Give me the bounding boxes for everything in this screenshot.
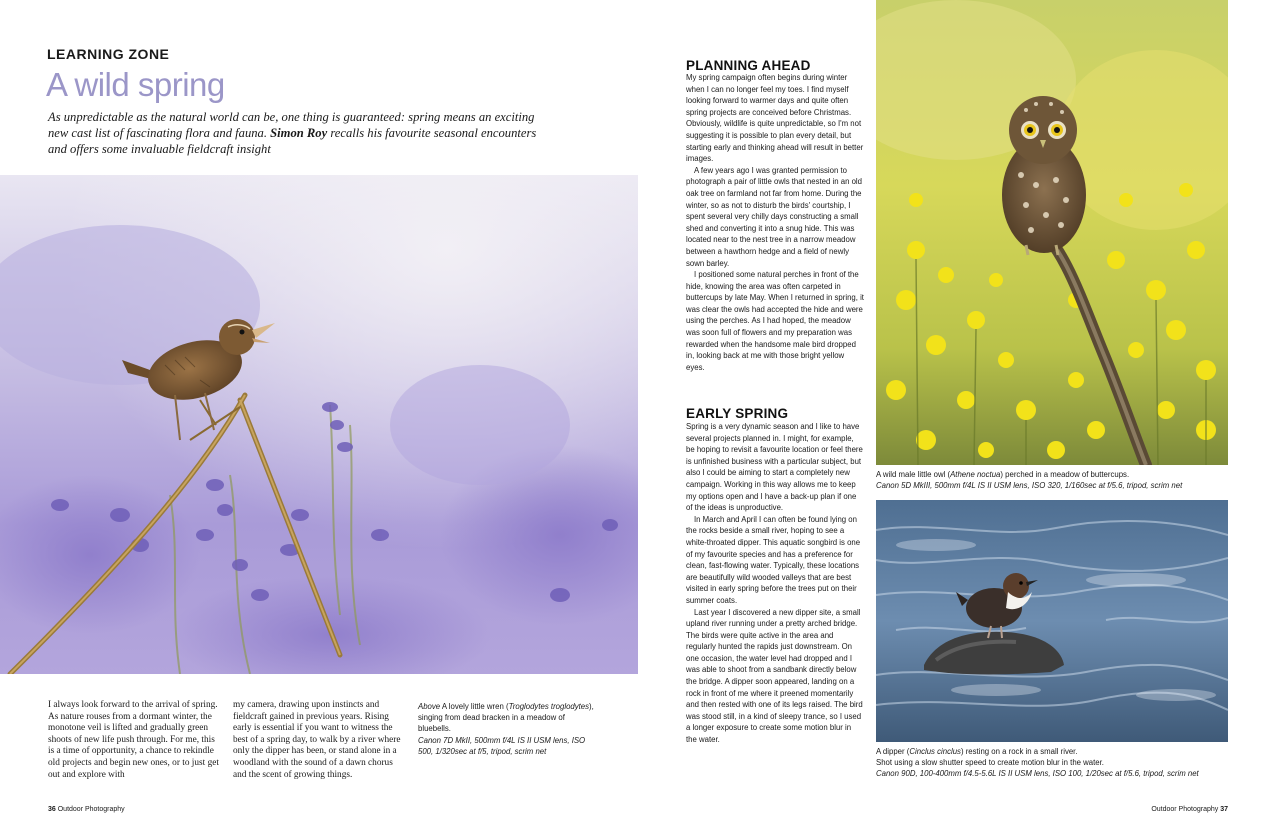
section-label: LEARNING ZONE (47, 46, 170, 62)
caption-tech-specs: Canon 5D MkIII, 500mm f/4L IS II USM lens, ISO 320, 1/160sec at f/5.6, tripod, scrim net (876, 481, 1183, 491)
caption-text: ) resting on a rock in a small river. (960, 747, 1078, 756)
paragraph: Last year I discovered a new dipper site, a small upland river running under a pretty arched bridge. The birds were quite active in the area and regularly hunted the rapids just downstream. On one occasion, the water level had dropped and I was able to shoot from a sandbank directly below the bridge. A dipper soon appeared, landing on a rock in front of me where it preened momentarily and then rested with one of its legs raised. The bird was stood still, in a kind of sleepy trance, so I used a longer exposure to create some motion blur in the water. (686, 607, 863, 745)
wren-caption (418, 701, 598, 757)
caption-species: Athene noctua (950, 470, 1001, 479)
magazine-name: Outdoor Photography (55, 806, 125, 813)
caption-lead: Above (418, 702, 441, 711)
page-folio-left (48, 806, 125, 813)
caption-species: Troglodytes troglodytes (508, 702, 590, 711)
caption-text: ), singing from dead bracken in a meadow of bluebells. (418, 702, 594, 734)
intro-text-start: As unpredictable as the natural world can be, one thing is guaranteed: spring means an exciting new cast list of fascinating flora and fauna. (48, 110, 535, 140)
page-folio-right (1151, 806, 1228, 813)
caption-text: A lovely little wren ( (440, 702, 509, 711)
little-owl-photo (876, 0, 1228, 465)
paragraph: In March and April I can often be found lying on the rocks beside a small river, hoping to see a white-throated dipper. This aquatic songbird is one of my favourite species and has a preference for clean, fast-flowing water. Typically, these locations are beautifully wild wooded valleys that are best visited in early spring before the trees put on their summer coats. (686, 514, 861, 605)
planning-ahead-heading: PLANNING AHEAD (686, 58, 811, 73)
body-column-1: I always look forward to the arrival of spring. As nature rouses from a dormant winter, the monotone veil is lifted and gradually green shoots of new life push through. For me, this is a time of opportunity, a chance to rekindle old projects and begin new ones, or to just get out and explore with (48, 700, 219, 780)
owl-caption (876, 469, 1228, 491)
article-title: A wild spring (46, 66, 225, 103)
page-number: 37 (1220, 806, 1228, 813)
body-column-2: my camera, drawing upon instincts and fieldcraft gained in previous years. Rising early is essential if you want to witness the best of a spring day, to walk by a river where only the dipper has been, or stand alone in a woodland with the sound of a dawn chorus and the scent of growing things. (233, 700, 401, 780)
wren-photo (0, 175, 638, 674)
early-spring-text (686, 421, 864, 746)
caption-text: A wild male little owl ( (876, 470, 951, 479)
paragraph: I positioned some natural perches in front of the hide, knowing the area was often carpeted in buttercups by late May. When I returned in spring, it was clear the owls had accepted the hide and were using the perches. As I had hoped, the meadow was soon full of flowers and my preparation was rewarded when the handsome male bird dropped in, looking back at me with those bright yellow eyes. (686, 270, 864, 372)
page-number: 36 (48, 806, 56, 813)
intro-text-end: recalls his favourite seasonal encounters and offers some invaluable fieldcraft insight (48, 126, 537, 156)
caption-species: Cinclus cinclus (909, 747, 961, 756)
planning-ahead-text (686, 72, 864, 373)
caption-text: ) perched in a meadow of buttercups. (1000, 470, 1130, 479)
article-intro (48, 109, 548, 157)
magazine-name: Outdoor Photography (1151, 806, 1221, 813)
paragraph: A few years ago I was granted permission to photograph a pair of little owls that nested in an old oak tree on farmland not far from home. During the winter, so as not to disturb the birds' courtship, I spent several very chilly days constructing a small shed and converting it into a snug hide. This was located near to the nest tree in a narrow meadow between a hawthorn hedge and a field of newly sown barley. (686, 165, 862, 268)
early-spring-heading: EARLY SPRING (686, 406, 789, 421)
dipper-caption (876, 746, 1228, 780)
caption-text: A dipper ( (876, 747, 910, 756)
caption-tech-specs: Canon 90D, 100-400mm f/4.5-5.6L IS II USM lens, ISO 100, 1/20sec at f/5.6, tripod, scrim net (876, 769, 1199, 779)
paragraph: Spring is a very dynamic season and I like to have several projects planned in. I might, for example, be hoping to revisit a favourite location or feel there is unfinished business with a particular subject, but also I could be aiming to start a completely new campaign. Working in this way allows me to keep my options open and I have a back-up plan if one of the ideas is unproductive. (686, 422, 863, 513)
dipper-photo (876, 500, 1228, 742)
caption-text: Shot using a slow shutter speed to create motion blur in the water. (876, 758, 1104, 768)
caption-tech-specs: Canon 7D MkII, 500mm f/4L IS II USM lens, ISO 500, 1/320sec at f/5, tripod, scrim net (418, 735, 586, 756)
paragraph: My spring campaign often begins during winter when I can no longer feel my toes. I find myself looking forward to warmer days and quite often spring projects are conceived before Christmas. Obviously, wildlife is quite unpredictable, so I'm not suggesting it is possible to plan every detail, but starting early and thinking ahead will result in better images. (686, 73, 864, 164)
intro-author: Simon Roy (270, 126, 328, 140)
